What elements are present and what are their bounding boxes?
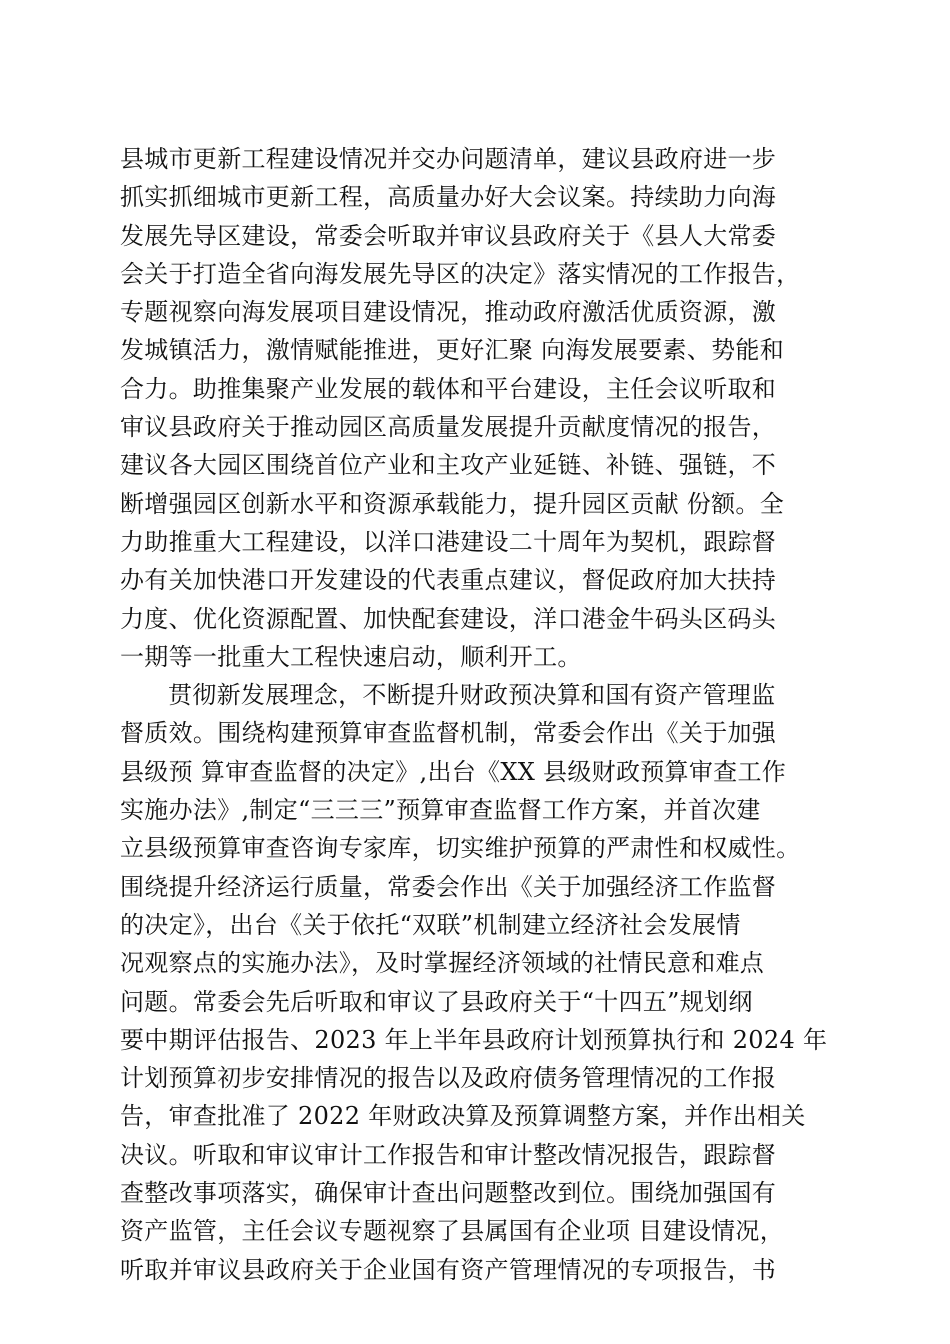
text-line: 县城市更新工程建设情况并交办问题清单，建议县政府进一步 [120,145,777,173]
text-line: 围绕提升经济运行质量，常委会作出《关于加强经济工作监督 [120,872,777,901]
text-line: 计划预算初步安排情况的报告以及政府债务管理情况的工作报 [120,1064,777,1093]
text-line: 会关于打造全省向海发展先导区的决定》落实情况的工作报告， [120,259,801,288]
text-line: 合力。助推集聚产业发展的载体和平台建设，主任会议听取和 [120,374,777,403]
text-line: 的决定》，出台《关于依托“双联”机制建立经济社会发展情 [120,910,741,939]
text-line: 县级预 算审查监督的决定》,出台《XX 县级财政预算审查工作 [120,757,787,786]
text-line: 审议县政府关于推动园区高质量发展提升贡献度情况的报告， [120,413,777,442]
text-line: 实施办法》,制定“三三三”预算审查监督工作方案，并首次建 [120,796,761,825]
text-line: 立县级预算审查咨询专家库，切实维护预算的严肃性和权威性。 [120,834,801,863]
text-line: 况观察点的实施办法》，及时掌握经济领域的社情民意和难点 [120,949,765,978]
paragraph-first-line: 贯彻新发展理念，不断提升财政预决算和国有资产管理监 [168,681,776,710]
text-line: 建议各大园区围绕首位产业和主攻产业延链、补链、强链，不 [120,451,777,480]
text-line: 问题。常委会先后听取和审议了县政府关于“十四五”规划纲 [120,987,753,1016]
text-line: 断增强园区创新水平和资源承载能力，提升园区贡献 份额。全 [120,489,785,518]
text-line: 督质效。围绕构建预算审查监督机制，常委会作出《关于加强 [120,719,777,748]
text-line: 办有关加快港口开发建设的代表重点建议，督促政府加大扶持 [120,566,777,595]
text-line: 告，审查批准了 2022 年财政决算及预算调整方案，并作出相关 [120,1102,806,1131]
text-line: 资产监管，主任会议专题视察了县属国有企业项 目建设情况， [120,1217,785,1246]
text-line: 力度、优化资源配置、加快配套建设，洋口港金牛码头区码头 [120,604,777,633]
body-text [120,140,832,1289]
text-line: 发展先导区建设，常委会听取并审议县政府关于《县人大常委 [120,221,777,250]
text-line: 专题视察向海发展项目建设情况，推动政府激活优质资源，激 [120,298,777,327]
text-line: 力助推重大工程建设，以洋口港建设二十周年为契机，跟踪督 [120,527,777,556]
text-line: 查整改事项落实，确保审计查出问题整改到位。围绕加强国有 [120,1179,777,1208]
text-line: 抓实抓细城市更新工程，高质量办好大会议案。持续助力向海 [120,183,777,212]
text-line: 一期等一批重大工程快速启动，顺利开工。 [120,642,582,671]
text-line: 要中期评估报告、2023 年上半年县政府计划预算执行和 2024 年 [120,1025,828,1054]
text-line: 决议。听取和审议审计工作报告和审计整改情况报告，跟踪督 [120,1140,777,1169]
text-line: 听取并审议县政府关于企业国有资产管理情况的专项报告，书 [120,1255,777,1284]
text-line: 发城镇活力，激情赋能推进，更好汇聚 向海发展要素、势能和 [120,336,785,365]
